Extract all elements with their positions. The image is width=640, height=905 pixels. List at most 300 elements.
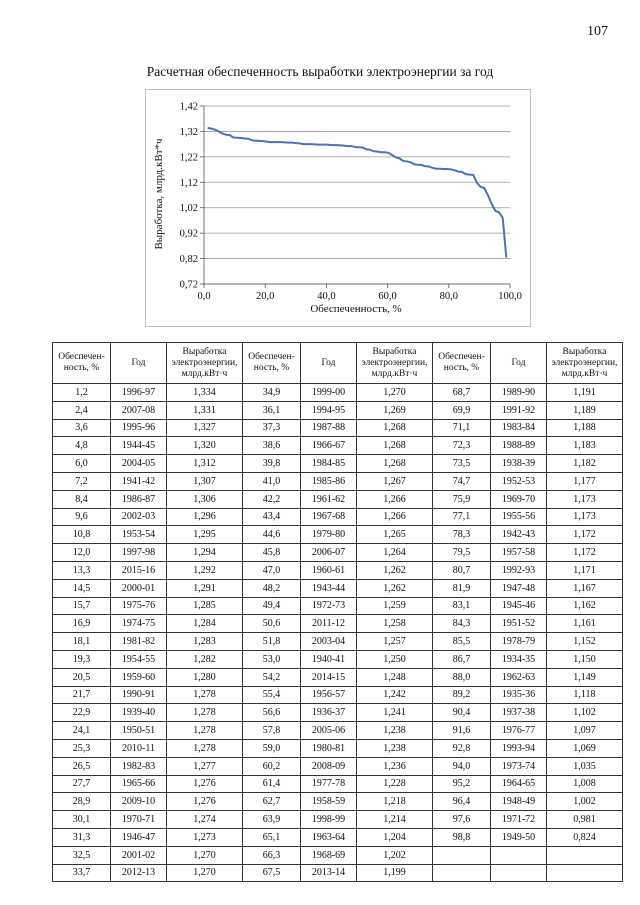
table-cell: 1948-49: [491, 793, 547, 811]
table-cell: 0,824: [547, 828, 623, 846]
table-cell: 1,097: [547, 722, 623, 740]
table-header-cell: Обеспечен-ность, %: [243, 343, 301, 384]
x-tick-label: 0,0: [197, 291, 211, 302]
table-cell: 1992-93: [491, 561, 547, 579]
table-cell: 4,8: [53, 437, 111, 455]
table-cell: 1990-91: [111, 686, 167, 704]
table-cell: 1,150: [547, 650, 623, 668]
table-cell: 2001-02: [111, 846, 167, 864]
table-cell: 1967-68: [301, 508, 357, 526]
table-header-cell: Обеспечен-ность, %: [433, 343, 491, 384]
table-cell: 1977-78: [301, 775, 357, 793]
table-row: [53, 811, 623, 829]
table-cell: 2002-03: [111, 508, 167, 526]
table-row: [53, 597, 623, 615]
x-tick-label: 100,0: [498, 291, 522, 302]
table-cell: 1939-40: [111, 704, 167, 722]
table-cell: 1,2: [53, 384, 111, 402]
table-cell: 1949-50: [491, 828, 547, 846]
table-cell: 1,276: [167, 793, 243, 811]
table-cell: 1,265: [357, 526, 433, 544]
y-tick-label: 0,72: [179, 279, 198, 291]
table-cell: 1,162: [547, 597, 623, 615]
table-cell: 1,262: [357, 579, 433, 597]
table-cell: 1,294: [167, 544, 243, 562]
table-cell: 1955-56: [491, 508, 547, 526]
table-cell: 1,191: [547, 384, 623, 402]
table-cell: 1987-88: [301, 419, 357, 437]
table-cell: 1,295: [167, 526, 243, 544]
table-cell: 1,278: [167, 704, 243, 722]
table-cell: 13,3: [53, 561, 111, 579]
table-cell: 1964-65: [491, 775, 547, 793]
table-cell: [433, 846, 491, 864]
table-cell: 1,262: [357, 561, 433, 579]
table-cell: 2013-14: [301, 864, 357, 882]
table-cell: 1,270: [357, 384, 433, 402]
chart-series: [208, 128, 507, 258]
table-cell: 1,334: [167, 384, 243, 402]
table-row: [53, 668, 623, 686]
table-cell: 1,285: [167, 597, 243, 615]
table-cell: 1997-98: [111, 544, 167, 562]
table-cell: 1,307: [167, 472, 243, 490]
table-cell: 18,1: [53, 633, 111, 651]
table-body: [53, 384, 623, 882]
table-cell: [491, 846, 547, 864]
table-row: [53, 757, 623, 775]
table-cell: 1988-89: [491, 437, 547, 455]
table-cell: 1956-57: [301, 686, 357, 704]
table-cell: 8,4: [53, 490, 111, 508]
table-cell: 1,278: [167, 722, 243, 740]
table-row: [53, 828, 623, 846]
table-cell: 1,002: [547, 793, 623, 811]
table-cell: 60,2: [243, 757, 301, 775]
table-cell: 1952-53: [491, 472, 547, 490]
table-cell: 75,9: [433, 490, 491, 508]
table-cell: 1,291: [167, 579, 243, 597]
table-cell: 2006-07: [301, 544, 357, 562]
table-cell: 2014-15: [301, 668, 357, 686]
table-cell: [491, 864, 547, 882]
table-cell: 1981-82: [111, 633, 167, 651]
y-tick-label: 0,82: [179, 254, 198, 266]
table-header-cell: Выработка электроэнергии, млрд.кВт·ч: [167, 343, 243, 384]
table-cell: 1940-41: [301, 650, 357, 668]
table-cell: 1973-74: [491, 757, 547, 775]
table-cell: 1996-97: [111, 384, 167, 402]
table-cell: 77,1: [433, 508, 491, 526]
table-cell: 1966-67: [301, 437, 357, 455]
table-cell: 1,283: [167, 633, 243, 651]
table-cell: 1942-43: [491, 526, 547, 544]
table-cell: 1,008: [547, 775, 623, 793]
table-cell: 1958-59: [301, 793, 357, 811]
table-cell: 1,171: [547, 561, 623, 579]
provision-table: [52, 342, 623, 882]
table-cell: 39,8: [243, 455, 301, 473]
table-cell: 1,035: [547, 757, 623, 775]
table-cell: 1,292: [167, 561, 243, 579]
table-cell: 1971-72: [491, 811, 547, 829]
chart-title: Расчетная обеспеченность выработки электроэнергии за год: [146, 64, 494, 79]
table-cell: 1959-60: [111, 668, 167, 686]
table-cell: 66,3: [243, 846, 301, 864]
table-cell: 86,7: [433, 650, 491, 668]
table-cell: 1,296: [167, 508, 243, 526]
table-cell: 1935-36: [491, 686, 547, 704]
table-cell: 98,8: [433, 828, 491, 846]
table-cell: 89,2: [433, 686, 491, 704]
table-cell: 2008-09: [301, 757, 357, 775]
table-cell: 91,6: [433, 722, 491, 740]
table-cell: 0,981: [547, 811, 623, 829]
table-cell: 36,1: [243, 401, 301, 419]
table-row: [53, 561, 623, 579]
table-cell: 12,0: [53, 544, 111, 562]
table-cell: 2003-04: [301, 633, 357, 651]
table-cell: 1950-51: [111, 722, 167, 740]
table-cell: 78,3: [433, 526, 491, 544]
table-cell: 1,269: [357, 401, 433, 419]
table-cell: 38,6: [243, 437, 301, 455]
table-cell: 84,3: [433, 615, 491, 633]
table-cell: 62,7: [243, 793, 301, 811]
table-cell: 1951-52: [491, 615, 547, 633]
table-cell: 85,5: [433, 633, 491, 651]
table-cell: 1968-69: [301, 846, 357, 864]
table-cell: 59,0: [243, 739, 301, 757]
table-cell: 15,7: [53, 597, 111, 615]
table-cell: 1998-99: [301, 811, 357, 829]
table-cell: 28,9: [53, 793, 111, 811]
table-cell: 63,9: [243, 811, 301, 829]
table-cell: 1,228: [357, 775, 433, 793]
table-cell: 79,5: [433, 544, 491, 562]
table-cell: 1,284: [167, 615, 243, 633]
table-cell: 3,6: [53, 419, 111, 437]
table-cell: 42,2: [243, 490, 301, 508]
table-cell: 48,2: [243, 579, 301, 597]
table-row: [53, 419, 623, 437]
y-tick-label: 1,02: [179, 203, 198, 215]
table-cell: 1,268: [357, 437, 433, 455]
table-row: [53, 704, 623, 722]
table-cell: 1953-54: [111, 526, 167, 544]
table-cell: 1,250: [357, 650, 433, 668]
table-cell: [547, 846, 623, 864]
table-cell: 1,276: [167, 775, 243, 793]
table-cell: 1,242: [357, 686, 433, 704]
table-cell: 1989-90: [491, 384, 547, 402]
table-cell: 1961-62: [301, 490, 357, 508]
y-axis-label: Выработка, млрд.кВт*ч: [153, 138, 165, 250]
table-cell: 1980-81: [301, 739, 357, 757]
table-cell: 1,238: [357, 739, 433, 757]
y-tick-label: 1,32: [179, 126, 198, 138]
table-cell: 1,278: [167, 686, 243, 704]
table-row: [53, 526, 623, 544]
table-cell: 49,4: [243, 597, 301, 615]
table-cell: 24,1: [53, 722, 111, 740]
table-row: [53, 739, 623, 757]
table-cell: 1,270: [167, 846, 243, 864]
table-cell: 1,189: [547, 401, 623, 419]
y-tick-label: 0,92: [179, 228, 198, 240]
table-cell: 7,2: [53, 472, 111, 490]
table-cell: 34,9: [243, 384, 301, 402]
table-cell: 30,1: [53, 811, 111, 829]
table-cell: 1,182: [547, 455, 623, 473]
table-cell: 1,161: [547, 615, 623, 633]
table-cell: 2015-16: [111, 561, 167, 579]
table-row: [53, 384, 623, 402]
table-cell: 1,331: [167, 401, 243, 419]
x-axis-label: Обеспеченность, %: [310, 303, 402, 315]
table-cell: 1975-76: [111, 597, 167, 615]
table-cell: 43,4: [243, 508, 301, 526]
table-cell: 1,320: [167, 437, 243, 455]
series-line: [208, 128, 507, 258]
table-cell: 96,4: [433, 793, 491, 811]
table-cell: 68,7: [433, 384, 491, 402]
table-cell: 1972-73: [301, 597, 357, 615]
table-cell: 1,278: [167, 739, 243, 757]
table-cell: 81,9: [433, 579, 491, 597]
table-cell: 1999-00: [301, 384, 357, 402]
table-cell: 1,241: [357, 704, 433, 722]
table-cell: 1,152: [547, 633, 623, 651]
table-cell: 1,270: [167, 864, 243, 882]
table-cell: 1985-86: [301, 472, 357, 490]
table-cell: 1,202: [357, 846, 433, 864]
table-cell: 1937-38: [491, 704, 547, 722]
page-number: 107: [587, 24, 608, 39]
table-header-cell: Год: [301, 343, 357, 384]
table-cell: 94,0: [433, 757, 491, 775]
table-cell: 1974-75: [111, 615, 167, 633]
table-header-row: [53, 343, 623, 384]
table-cell: 1,173: [547, 490, 623, 508]
provision-curve-chart: [146, 90, 532, 328]
table-cell: 2007-08: [111, 401, 167, 419]
table-cell: 27,7: [53, 775, 111, 793]
x-tick-label: 40,0: [317, 291, 336, 302]
x-tick-label: 20,0: [256, 291, 275, 302]
table-cell: 2005-06: [301, 722, 357, 740]
table-cell: 1,188: [547, 419, 623, 437]
table-cell: 1,118: [547, 686, 623, 704]
table-cell: 51,8: [243, 633, 301, 651]
table-cell: 56,6: [243, 704, 301, 722]
table-row: [53, 650, 623, 668]
table-cell: 1,268: [357, 419, 433, 437]
table-cell: 1970-71: [111, 811, 167, 829]
y-tick-label: 1,12: [179, 177, 198, 189]
table-cell: 55,4: [243, 686, 301, 704]
x-tick-label: 60,0: [378, 291, 397, 302]
table-cell: 2011-12: [301, 615, 357, 633]
table-cell: 1,277: [167, 757, 243, 775]
table-cell: 1945-46: [491, 597, 547, 615]
table-cell: 1,327: [167, 419, 243, 437]
table-cell: 1,214: [357, 811, 433, 829]
table-cell: 2010-11: [111, 739, 167, 757]
table-cell: 47,0: [243, 561, 301, 579]
table-row: [53, 615, 623, 633]
table-cell: 1962-63: [491, 668, 547, 686]
table-cell: 1,172: [547, 526, 623, 544]
table-cell: 31,3: [53, 828, 111, 846]
table-cell: 88,0: [433, 668, 491, 686]
table-cell: 69,9: [433, 401, 491, 419]
chart-gridlines: [204, 106, 510, 284]
table-cell: 1,149: [547, 668, 623, 686]
table-cell: 1938-39: [491, 455, 547, 473]
table-cell: 2009-10: [111, 793, 167, 811]
table-cell: 1,312: [167, 455, 243, 473]
table-header-cell: Обеспечен-ность, %: [53, 343, 111, 384]
table-cell: 1,183: [547, 437, 623, 455]
table-cell: 1,236: [357, 757, 433, 775]
table-cell: 9,6: [53, 508, 111, 526]
table-cell: 6,0: [53, 455, 111, 473]
table-cell: 1,172: [547, 544, 623, 562]
table-row: [53, 686, 623, 704]
table-cell: 2,4: [53, 401, 111, 419]
table-cell: 61,4: [243, 775, 301, 793]
table-cell: 1,306: [167, 490, 243, 508]
table-header-cell: Год: [111, 343, 167, 384]
table-cell: 22,9: [53, 704, 111, 722]
table-cell: 54,2: [243, 668, 301, 686]
table-cell: 14,5: [53, 579, 111, 597]
table-cell: 65,1: [243, 828, 301, 846]
table-cell: 1,282: [167, 650, 243, 668]
table-row: [53, 437, 623, 455]
table-cell: 1984-85: [301, 455, 357, 473]
table-cell: 16,9: [53, 615, 111, 633]
table-cell: [433, 864, 491, 882]
table-cell: 32,5: [53, 846, 111, 864]
table-cell: 1969-70: [491, 490, 547, 508]
table-header-cell: Выработка электроэнергии, млрд.кВт·ч: [357, 343, 433, 384]
table-cell: 44,6: [243, 526, 301, 544]
table-cell: 1,248: [357, 668, 433, 686]
table-cell: 1,266: [357, 490, 433, 508]
chart-frame: [145, 89, 531, 327]
table-cell: 1,280: [167, 668, 243, 686]
table-cell: 1,199: [357, 864, 433, 882]
table-cell: 1,238: [357, 722, 433, 740]
table-cell: 1,259: [357, 597, 433, 615]
y-tick-label: 1,22: [179, 152, 198, 164]
table-cell: 74,7: [433, 472, 491, 490]
table-cell: 50,6: [243, 615, 301, 633]
table-cell: 1976-77: [491, 722, 547, 740]
table-cell: 26,5: [53, 757, 111, 775]
table-cell: [547, 864, 623, 882]
table-row: [53, 490, 623, 508]
table-cell: 1983-84: [491, 419, 547, 437]
table-cell: 1991-92: [491, 401, 547, 419]
table-cell: 1944-45: [111, 437, 167, 455]
table-cell: 80,7: [433, 561, 491, 579]
table-cell: 1,273: [167, 828, 243, 846]
table-cell: 1993-94: [491, 739, 547, 757]
table-cell: 10,8: [53, 526, 111, 544]
y-tick-label: 1,42: [179, 101, 198, 113]
table-cell: 1,264: [357, 544, 433, 562]
table-cell: 1,204: [357, 828, 433, 846]
table-cell: 2000-01: [111, 579, 167, 597]
x-tick-label: 80,0: [439, 291, 458, 302]
table-header-cell: Выработка электроэнергии, млрд.кВт·ч: [547, 343, 623, 384]
table-cell: 1,173: [547, 508, 623, 526]
table-row: [53, 579, 623, 597]
table-cell: 1943-44: [301, 579, 357, 597]
table-cell: 25,3: [53, 739, 111, 757]
table-header-cell: Год: [491, 343, 547, 384]
table-cell: 53,0: [243, 650, 301, 668]
table-row: [53, 793, 623, 811]
table-cell: 1,218: [357, 793, 433, 811]
table-cell: 1982-83: [111, 757, 167, 775]
table-cell: 1965-66: [111, 775, 167, 793]
table-cell: 73,5: [433, 455, 491, 473]
table-row: [53, 864, 623, 882]
table-cell: 92,8: [433, 739, 491, 757]
table-cell: 1954-55: [111, 650, 167, 668]
table-cell: 1994-95: [301, 401, 357, 419]
table-cell: 1936-37: [301, 704, 357, 722]
table-cell: 1,268: [357, 455, 433, 473]
table-row: [53, 544, 623, 562]
table-cell: 90,4: [433, 704, 491, 722]
table-row: [53, 846, 623, 864]
table-cell: 57,8: [243, 722, 301, 740]
table-cell: 1,274: [167, 811, 243, 829]
table-cell: 71,1: [433, 419, 491, 437]
table-cell: 1,258: [357, 615, 433, 633]
table-cell: 41,0: [243, 472, 301, 490]
table-cell: 1941-42: [111, 472, 167, 490]
table-cell: 72,3: [433, 437, 491, 455]
table-row: [53, 508, 623, 526]
table-cell: 83,1: [433, 597, 491, 615]
table-row: [53, 722, 623, 740]
table-cell: 1979-80: [301, 526, 357, 544]
table-cell: 1,266: [357, 508, 433, 526]
table-row: [53, 633, 623, 651]
table-row: [53, 455, 623, 473]
table-cell: 19,3: [53, 650, 111, 668]
table-cell: 2012-13: [111, 864, 167, 882]
table-cell: 1,267: [357, 472, 433, 490]
table-row: [53, 775, 623, 793]
table-cell: 1946-47: [111, 828, 167, 846]
table-cell: 1,177: [547, 472, 623, 490]
table-cell: 37,3: [243, 419, 301, 437]
table-cell: 2004-05: [111, 455, 167, 473]
table-cell: 33,7: [53, 864, 111, 882]
table-cell: 67,5: [243, 864, 301, 882]
table-cell: 1963-64: [301, 828, 357, 846]
table-cell: 97,6: [433, 811, 491, 829]
table-cell: 1,102: [547, 704, 623, 722]
table-cell: 1,257: [357, 633, 433, 651]
